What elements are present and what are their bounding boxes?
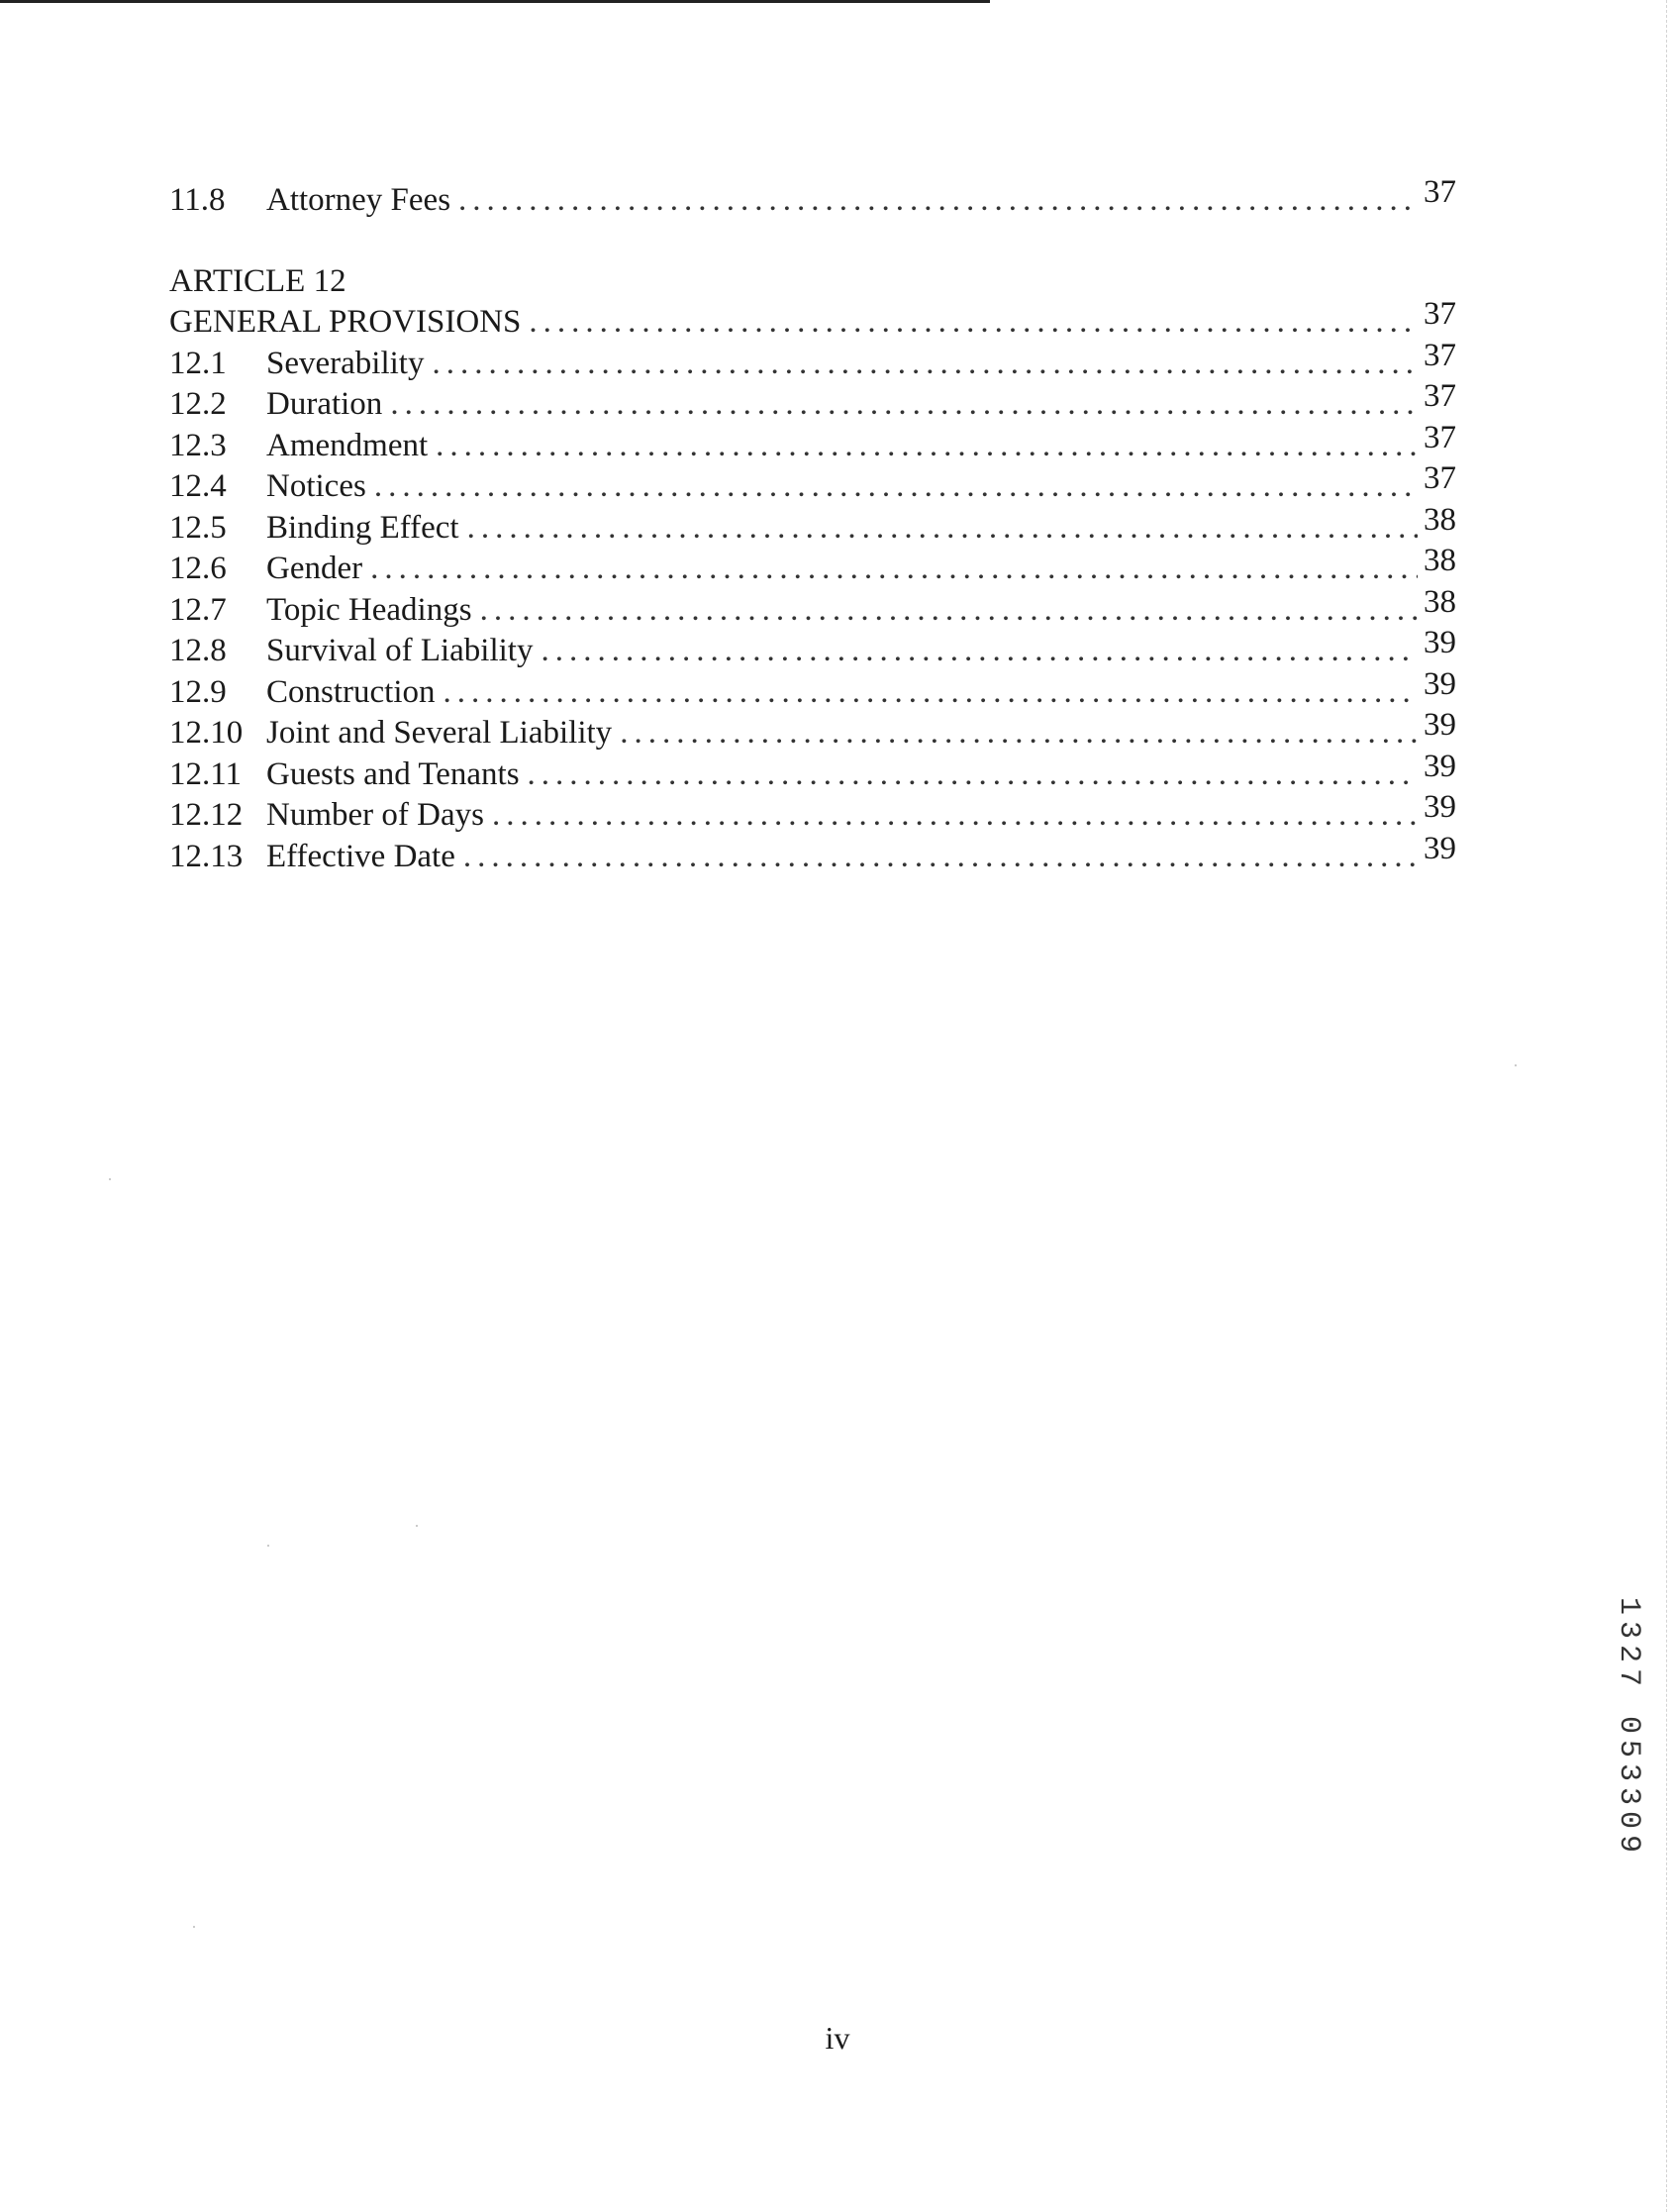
scan-speck [267,1545,269,1547]
toc-entry-number: 12.6 [169,551,227,586]
toc-entry-page: 37 [1424,337,1456,373]
scan-speck [1515,1064,1517,1066]
toc-entry-12-5[interactable] [169,501,1456,550]
toc-entry-number: 12.4 [169,468,227,504]
toc-entry-number: 11.8 [169,182,226,218]
toc-entry-title: Joint and Several Liability [266,715,613,751]
toc-entry-12-4[interactable] [169,460,1456,508]
toc-entry-page: 37 [1424,378,1456,414]
scan-speck [109,1178,111,1180]
scan-speck [193,1926,195,1928]
table-of-contents [169,174,1456,877]
toc-entry-page: 37 [1424,419,1456,455]
dot-leader [443,672,1419,714]
toc-entry-12-12[interactable] [169,789,1456,837]
toc-entry-11-8[interactable] [169,174,1456,222]
toc-entry-page: 38 [1424,583,1456,620]
toc-entry-page: 39 [1424,625,1456,660]
toc-entry-page: 39 [1424,707,1456,743]
toc-entry-page: 37 [1424,460,1456,496]
toc-entry-number: 12.11 [169,755,243,792]
toc-entry-number: 12.2 [169,386,227,422]
toc-entry-number: 12.8 [169,633,227,668]
toc-entry-title: Guests and Tenants [266,755,520,792]
toc-entry-number: 12.7 [169,591,227,628]
dot-leader [541,631,1418,672]
dot-leader [374,466,1418,508]
toc-entry-title: Severability [266,345,425,381]
toc-entry-page: 37 [1424,296,1456,332]
toc-entry-number: 12.5 [169,509,227,546]
toc-entry-title: Duration [266,386,383,422]
toc-entry-number: 12.13 [169,838,244,874]
dot-leader [467,508,1418,550]
scan-speck [416,1525,418,1527]
toc-entry-title: Survival of Liability [266,633,534,668]
article-heading: ARTICLE 12 [169,262,346,299]
toc-article-section-title[interactable] [169,296,1456,344]
toc-entry-number: 12.9 [169,673,227,710]
toc-entry-number: 12.3 [169,427,227,463]
toc-entry-title: Topic Headings [266,591,472,628]
toc-entry-page: 38 [1424,501,1456,538]
toc-entry-12-7[interactable] [169,583,1456,632]
toc-entry-12-2[interactable] [169,378,1456,426]
dot-leader [529,302,1418,344]
dot-leader [370,549,1418,590]
scan-right-edge [1666,0,1667,2212]
toc-entry-number: 12.10 [169,715,244,751]
toc-entry-page: 37 [1424,174,1456,210]
toc-entry-title: Effective Date [266,838,455,874]
toc-entry-12-11[interactable] [169,748,1456,796]
dot-leader [492,795,1418,837]
dot-leader [480,590,1418,632]
toc-entry-page: 39 [1424,789,1456,825]
dot-leader [390,384,1418,426]
scan-top-edge-line [0,0,990,3]
toc-entry-page: 39 [1424,665,1456,702]
toc-entry-12-10[interactable] [169,707,1456,754]
toc-entry-page: 39 [1424,830,1456,866]
dot-leader [620,713,1418,754]
toc-entry-title: Binding Effect [266,509,459,546]
dot-leader [436,426,1418,467]
article-heading-row [169,261,1456,303]
toc-entry-title: Amendment [266,427,429,463]
page-number: iv [825,2020,850,2056]
toc-entry-number: 12.12 [169,797,244,833]
dot-leader [432,344,1418,385]
toc-entry-page: 38 [1424,543,1456,578]
toc-entry-12-8[interactable] [169,625,1456,672]
toc-entry-12-3[interactable] [169,419,1456,467]
toc-entry-page: 39 [1424,748,1456,784]
toc-entry-12-9[interactable] [169,665,1456,714]
toc-entry-number: 12.1 [169,345,227,381]
toc-entry-title: Gender [266,551,363,586]
dot-leader [528,754,1418,796]
toc-entry-title: Notices [266,468,366,504]
toc-entry-12-1[interactable] [169,337,1456,385]
toc-entry-title: Number of Days [266,797,484,833]
toc-entry-title: Attorney Fees [266,182,451,218]
article-section-title: GENERAL PROVISIONS [169,304,522,340]
spacer [169,222,1456,261]
toc-entry-title: Construction [266,673,436,710]
toc-entry-12-6[interactable] [169,543,1456,590]
toc-entry-12-13[interactable] [169,830,1456,878]
dot-leader [463,837,1418,878]
dot-leader [458,180,1418,222]
bates-stamp [1599,1594,1658,1861]
bates-stamp-text: 1327 053309 [1612,1596,1645,1860]
